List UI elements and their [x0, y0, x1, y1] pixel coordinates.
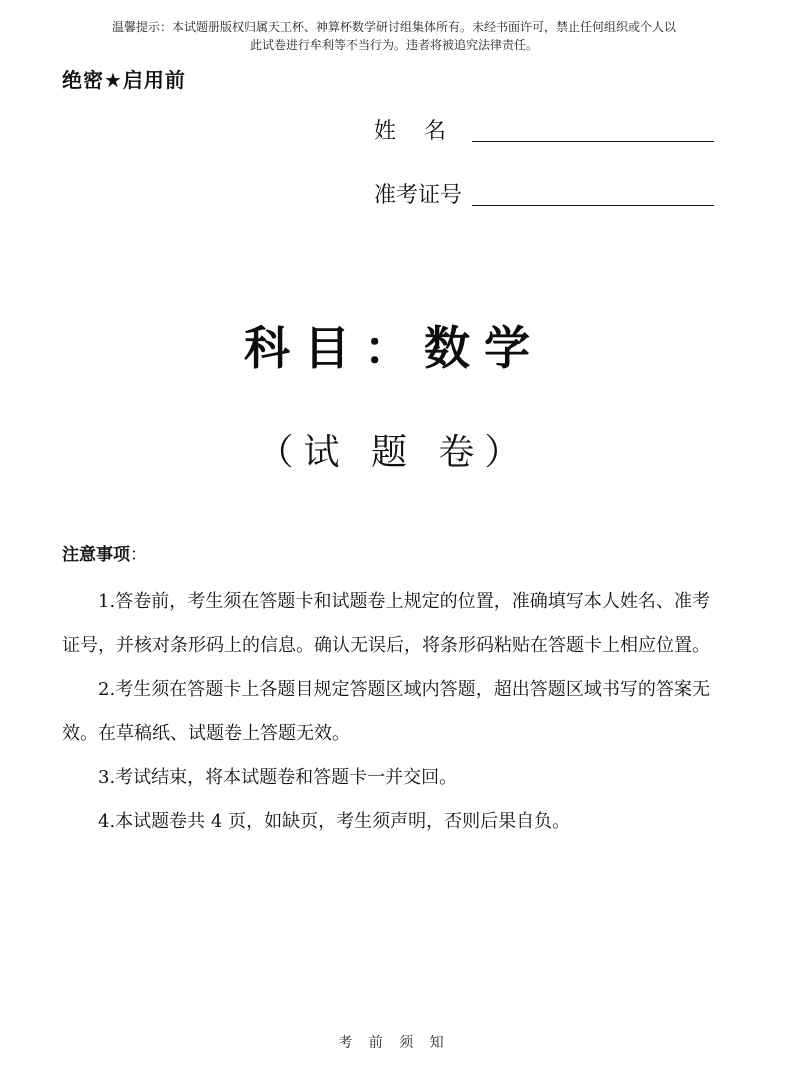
name-field-underline: [472, 141, 714, 142]
notes-heading-colon: ：: [130, 545, 147, 565]
notes-list: [62, 580, 710, 844]
notes-item-1: 1.答卷前，考生须在答题卡和试题卷上规定的位置，准确填写本人姓名、准考证号，并核对条形码上的信息。确认无误后，将条形码粘贴在答题卡上相应位置。: [62, 591, 710, 656]
subject-title: 科目：数学: [244, 321, 544, 375]
name-field-label: 姓 名: [374, 119, 446, 144]
copyright-notice-line-1: 温馨提示：本试题册版权归属天工杯、神算杯数学研讨组集体所有。未经书面许可，禁止任何组织或个人以: [111, 20, 676, 34]
page-footer-text: 考 前 须 知: [338, 1035, 450, 1051]
notes-item-2: 2.考生须在答题卡上各题目规定答题区域内答题，超出答题区域书写的答案无效。在草稿纸、试题卷上答题无效。: [62, 679, 710, 744]
notes-item-3: 3.考试结束，将本试题卷和答题卡一并交回。: [98, 767, 458, 788]
copyright-notice-line-2: 此试卷进行牟利等不当行为。违者将被追究法律责任。: [249, 38, 538, 52]
notes-heading-text: 注意事项: [62, 545, 130, 565]
candidate-info-fields: [374, 114, 714, 214]
paper-type-title: （试 题 卷）: [257, 432, 531, 473]
notes-item-4: 4.本试题卷共 4 页，如缺页，考生须声明，否则后果自负。: [98, 811, 571, 832]
page-footer: [0, 1032, 788, 1052]
copyright-notice: [40, 18, 748, 54]
notes-heading: [62, 540, 147, 565]
exam-id-field-label: 准考证号: [374, 183, 463, 208]
exam-id-field-underline: [472, 205, 714, 206]
confidential-label: 绝密★启用前: [62, 68, 186, 92]
name-field: [374, 114, 714, 150]
exam-id-field: [374, 178, 714, 214]
